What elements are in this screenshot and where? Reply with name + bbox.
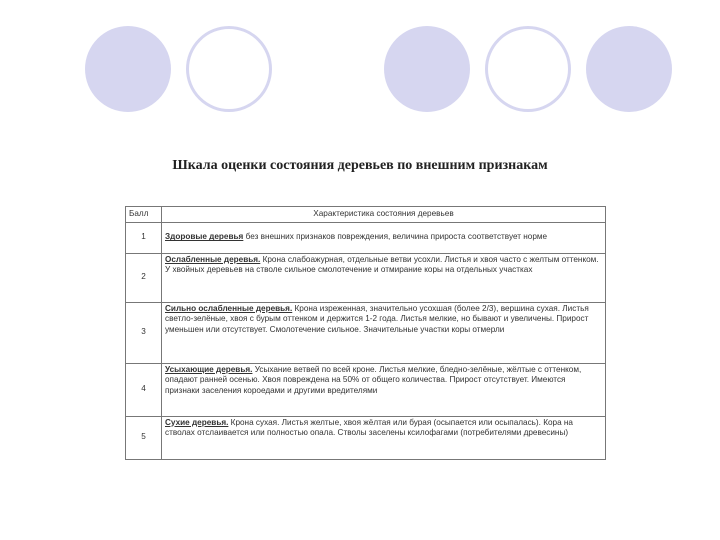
row-text: Крона изреженная, значительно усохшая (более 2/3), вершина сухая. Листья светло-зелёные, хвоя с бурым оттенком и держится 1-2 года. Листья мелкие, но бывают и увеличены. Прирост уменьшен или отсутствует. Смолотечение сильное. Значительные участки коры отмерли	[165, 303, 589, 334]
row-score: 3	[126, 302, 162, 363]
row-text: Крона слабоажурная, отдельные ветви усохли. Листья и хвоя часто с желтым оттенком. У хвойных деревьев на стволе сильное смолотечение и отмирание коры на отдельных участках	[165, 254, 599, 274]
row-score: 4	[126, 363, 162, 416]
decor-circle-3	[384, 26, 470, 112]
table-row	[126, 253, 606, 302]
table-row	[126, 363, 606, 416]
row-description	[162, 416, 606, 459]
table-row	[126, 416, 606, 459]
decor-circle-5	[586, 26, 672, 112]
row-category: Ослабленные деревья.	[165, 254, 261, 264]
row-text: Усыхание ветвей по всей кроне. Листья мелкие, бледно-зелёные, жёлтые с оттенком, опадают ранней осенью. Хвоя повреждена на 50% от общего количества. Прирост отсутствует. Имеются признаки заселения короедами и другими вредителями	[165, 364, 582, 395]
decor-circle-4	[485, 26, 571, 112]
decor-circle-1	[85, 26, 171, 112]
row-description	[162, 302, 606, 363]
table-row	[126, 222, 606, 253]
header-score: Балл	[126, 207, 162, 223]
row-score: 1	[126, 222, 162, 253]
row-description	[162, 222, 606, 253]
condition-table	[125, 206, 606, 460]
row-text: Крона сухая. Листья желтые, хвоя жёлтая или бурая (осыпается или осыпалась). Кора на стволах отслаивается или полностью опала. Стволы заселены ксилофагами (потребителями древесины)	[165, 417, 573, 437]
row-description	[162, 253, 606, 302]
row-category: Здоровые деревья	[165, 232, 244, 242]
row-category: Усыхающие деревья.	[165, 364, 253, 374]
table-header-row	[126, 207, 606, 223]
row-score: 2	[126, 253, 162, 302]
header-description: Характеристика состояния деревьев	[162, 207, 606, 223]
row-category: Сухие деревья.	[165, 417, 229, 427]
decor-circle-2	[186, 26, 272, 112]
row-text: без внешних признаков повреждения, величина прироста соответствует норме	[243, 232, 548, 242]
row-description	[162, 363, 606, 416]
row-category: Сильно ослабленные деревья.	[165, 303, 293, 313]
table-row	[126, 302, 606, 363]
row-score: 5	[126, 416, 162, 459]
page-title: Шкала оценки состояния деревьев по внешним признакам	[172, 158, 548, 173]
